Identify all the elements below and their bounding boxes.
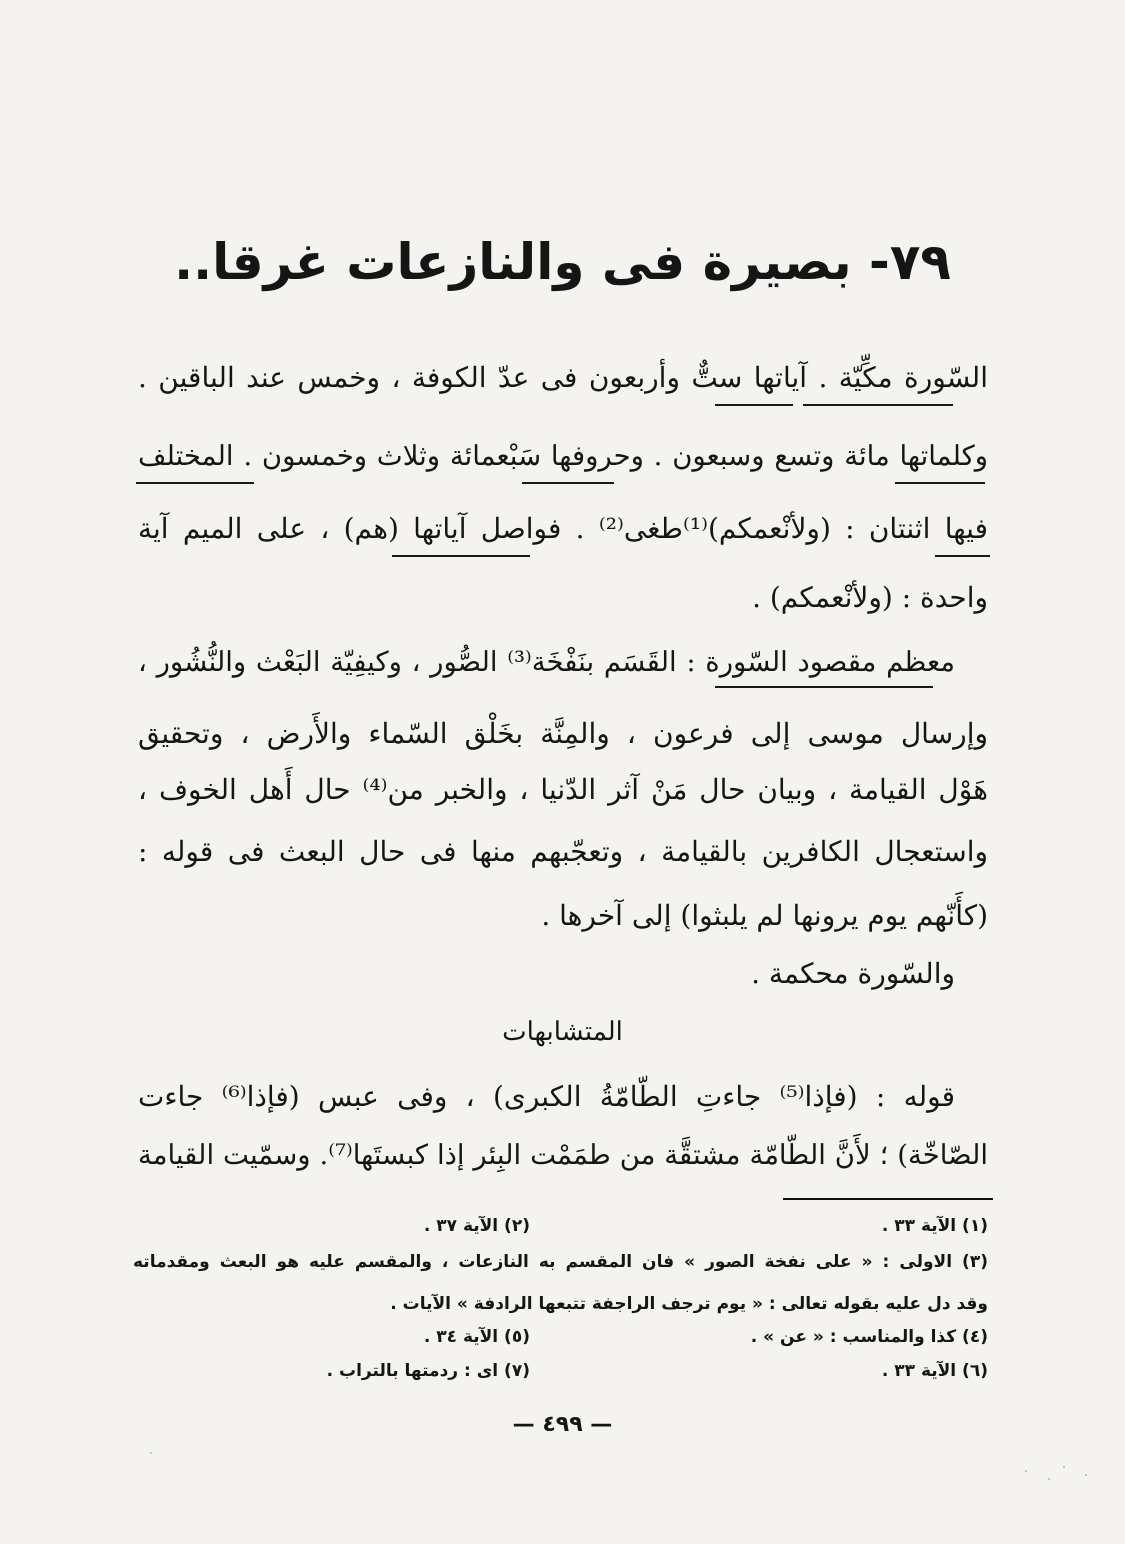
- body-line-10: والسّورة محكمة .: [751, 957, 955, 990]
- footnote-3-continued: وقد دل عليه بقوله تعالى : « يوم ترجف الراجفة تتبعها الرادفة » الآيات .: [390, 1294, 988, 1314]
- scan-speck: [1025, 1470, 1027, 1472]
- underline-mark: [935, 555, 990, 557]
- body-line-7: هَوْل القيامة ، وبيان حال مَنْ آثر الدّنيا ، والخبر من⁽⁴⁾ حال أَهل الخوف ،: [138, 773, 988, 806]
- footnote-4: (٤) كذا والمناسب : « عن » .: [750, 1327, 988, 1347]
- body-line-8: واستعجال الكافرين بالقيامة ، وتعجّبهم منها فى حال البعث فى قوله :: [138, 835, 988, 868]
- body-line-4: واحدة : (ولأنْعمكم) .: [752, 581, 988, 614]
- footnote-2: (٢) الآية ٣٧ .: [423, 1216, 530, 1236]
- underline-mark: [136, 482, 254, 484]
- body-line-5: معظم مقصود السّورة : القَسَم بنَفْخَة⁽³⁾ الصُّور ، وكيفِيّة البَعْث والنُّشُور ،: [138, 646, 955, 678]
- scan-speck: [1085, 1474, 1087, 1476]
- body-line-11: قوله : (فإذا⁽⁵⁾ جاءتِ الطّامّةُ الكبرى) ، وفى عبس (فإذا⁽⁶⁾ جاءت: [138, 1080, 955, 1113]
- scan-speck: [150, 1452, 152, 1454]
- underline-mark: [803, 404, 953, 406]
- underline-mark: [522, 482, 614, 484]
- body-line-1: السّورة مكِّيّة . آياتها ستٌّ وأربعون فى عدّ الكوفة ، وخمس عند الباقين .: [138, 361, 988, 394]
- footnote-6: (٦) الآية ٣٣ .: [881, 1361, 988, 1381]
- page-number: — ٤٩٩ —: [512, 1412, 613, 1437]
- scan-speck: [1048, 1478, 1050, 1480]
- scan-speck: [1063, 1466, 1065, 1468]
- underline-mark: [715, 686, 933, 688]
- body-line-6: وإرسال موسى إلى فرعون ، والمِنَّة بخَلْق السّماء والأَرض ، وتحقيق: [138, 717, 988, 750]
- body-line-3: فيها اثنتان : (ولأنْعمكم)⁽¹⁾طغى⁽²⁾ . فواصل آياتها (هم) ، على الميم آية: [138, 512, 988, 545]
- underline-mark: [715, 404, 793, 406]
- footnote-5: (٥) الآية ٣٤ .: [423, 1327, 530, 1347]
- underline-mark: [895, 482, 985, 484]
- body-line-2: وكلماتها مائة وتسع وسبعون . وحروفها سَبْعمائة وثلاث وخمسون . المختلف: [138, 440, 988, 472]
- footnote-1: (١) الآية ٣٣ .: [881, 1216, 988, 1236]
- footnote-7: (٧) اى : ردمتها بالتراب .: [326, 1361, 530, 1381]
- underline-mark: [392, 555, 530, 557]
- body-line-12: الصّاخّة) ؛ لأَنَّ الطّامّة مشتقَّة من طمَمْت البِئر إذا كبستَها⁽⁷⁾. وسمّيت القيامة: [138, 1139, 988, 1171]
- footnote-3: (٣) الاولى : « على نفخة الصور » فان المقسم به النازعات ، والمقسم عليه هو البعث ومقدماته: [133, 1252, 988, 1272]
- body-line-9: (كأَنّهم يوم يرونها لم يلبثوا) إلى آخرها .: [541, 899, 988, 932]
- section-heading: المتشابهات: [502, 1017, 623, 1047]
- chapter-title: ٧٩- بصيرة فى والنازعات غرقا..: [174, 233, 951, 291]
- footnote-rule: [783, 1198, 993, 1200]
